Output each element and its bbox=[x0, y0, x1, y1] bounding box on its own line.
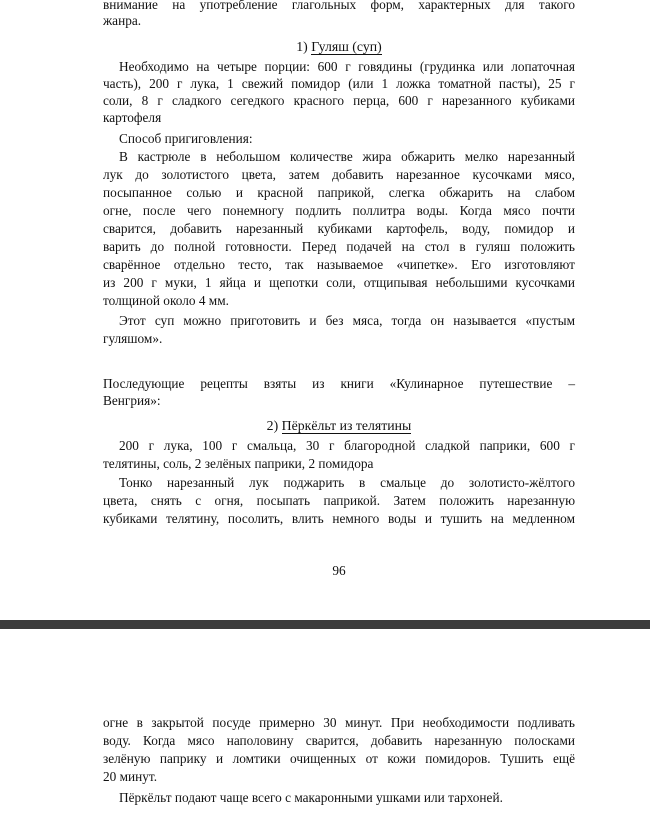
recipe-2-number: 2) bbox=[266, 418, 279, 433]
intro-line-1: внимание на употребление глагольных форм, характерных для такого bbox=[103, 0, 575, 12]
recipe-1-ingredients-line-1: Необходимо на четыре порции: 600 г говядины (грудинка или лопаточная bbox=[119, 59, 575, 74]
recipe-1-method-line-1: В кастрюле в небольшом количестве жира обжарить мелко нарезанный bbox=[119, 149, 575, 164]
continuation-line-3: зелёную паприку и ломтики очищенных от кожи помидоров. Тушить ещё bbox=[103, 751, 575, 766]
transition-line-2: Венгрия»: bbox=[103, 393, 161, 408]
recipe-1-method-line-9: толщиной около 4 мм. bbox=[103, 293, 229, 308]
recipe-2-title: Пёркёльт из телятины bbox=[281, 418, 412, 433]
recipe-1-method-line-3: посыпанное солью и красной паприкой, слегка обжарить на слабом bbox=[103, 185, 575, 200]
page-divider bbox=[0, 620, 650, 629]
recipe-1-method-line-2: лук до золотистого цвета, затем добавить нарезанное кусочками мясо, bbox=[103, 167, 575, 182]
recipe-1-method-line-6: варить до полной готовности. Перед подачей на стол в гуляш положить bbox=[103, 239, 575, 254]
document-page-97 bbox=[0, 629, 650, 827]
continuation-line-4: 20 минут. bbox=[103, 769, 158, 784]
intro-line-2: жанра. bbox=[103, 13, 142, 28]
recipe-2-heading bbox=[103, 417, 575, 434]
recipe-1-number: 1) bbox=[296, 39, 308, 54]
continuation-line-2: воду. Когда мясо наполовину сварится, добавить нарезанную полосками bbox=[103, 733, 575, 748]
recipe-1-method-line-4: огне, после чего понемногу подлить поллитра воды. Когда мясо почти bbox=[103, 203, 575, 218]
recipe-2-method-line-1: Тонко нарезанный лук поджарить в смальце до золотисто-жёлтого bbox=[119, 475, 575, 490]
recipe-1-heading bbox=[103, 38, 575, 55]
recipe-2-method-line-3: кубиками телятину, посолить, влить немного воды и тушить на медленном bbox=[103, 511, 575, 526]
recipe-1-title: Гуляш (суп) bbox=[311, 39, 382, 54]
recipe-1-method-line-8: из 200 г муки, 1 яйца и щепотки соли, отщипывая небольшими кусочками bbox=[103, 275, 575, 290]
recipe-2-ingredients-line-1: 200 г лука, 100 г смальца, 30 г благородной сладкой паприки, 600 г bbox=[119, 438, 575, 453]
page-number: 96 bbox=[332, 563, 346, 578]
continuation-line-1: огне в закрытой посуде примерно 30 минут. При необходимости подливать bbox=[103, 715, 575, 730]
serving-note: Пёркёльт подают чаще всего с макаронными ушками или тархоней. bbox=[119, 790, 503, 805]
recipe-1-ingredients-line-2: часть), 200 г лука, 1 свежий помидор (или 1 ложка томатной пасты), 25 г bbox=[103, 76, 575, 91]
recipe-2-ingredients-line-2: телятины, соль, 2 зелёных паприки, 2 помидора bbox=[103, 456, 374, 471]
recipe-1-ingredients-line-3: соли, 8 г сладкого сегедкого красного перца, 600 г нарезанного кубиками bbox=[103, 93, 575, 108]
recipe-1-method-label: Способ пригиговления: bbox=[119, 131, 253, 146]
recipe-1-method-line-7: сварённое отдельно тесто, так называемое «чипетке». Его изготовляют bbox=[103, 257, 575, 272]
recipe-2-method-line-2: цвета, снять с огня, посыпать паприкой. Затем положить нарезанную bbox=[103, 493, 575, 508]
transition-line-1: Последующие рецепты взяты из книги «Кулинарное путешествие – bbox=[103, 376, 575, 391]
recipe-1-note-line-1: Этот суп можно приготовить и без мяса, тогда он называется «пустым bbox=[119, 313, 575, 328]
recipe-1-note-line-2: гуляшом». bbox=[103, 331, 163, 346]
recipe-1-ingredients-line-4: картофеля bbox=[103, 110, 162, 125]
recipe-1-method-line-5: сварится, добавить нарезанный кубиками картофель, воду, помидор и bbox=[103, 221, 575, 236]
